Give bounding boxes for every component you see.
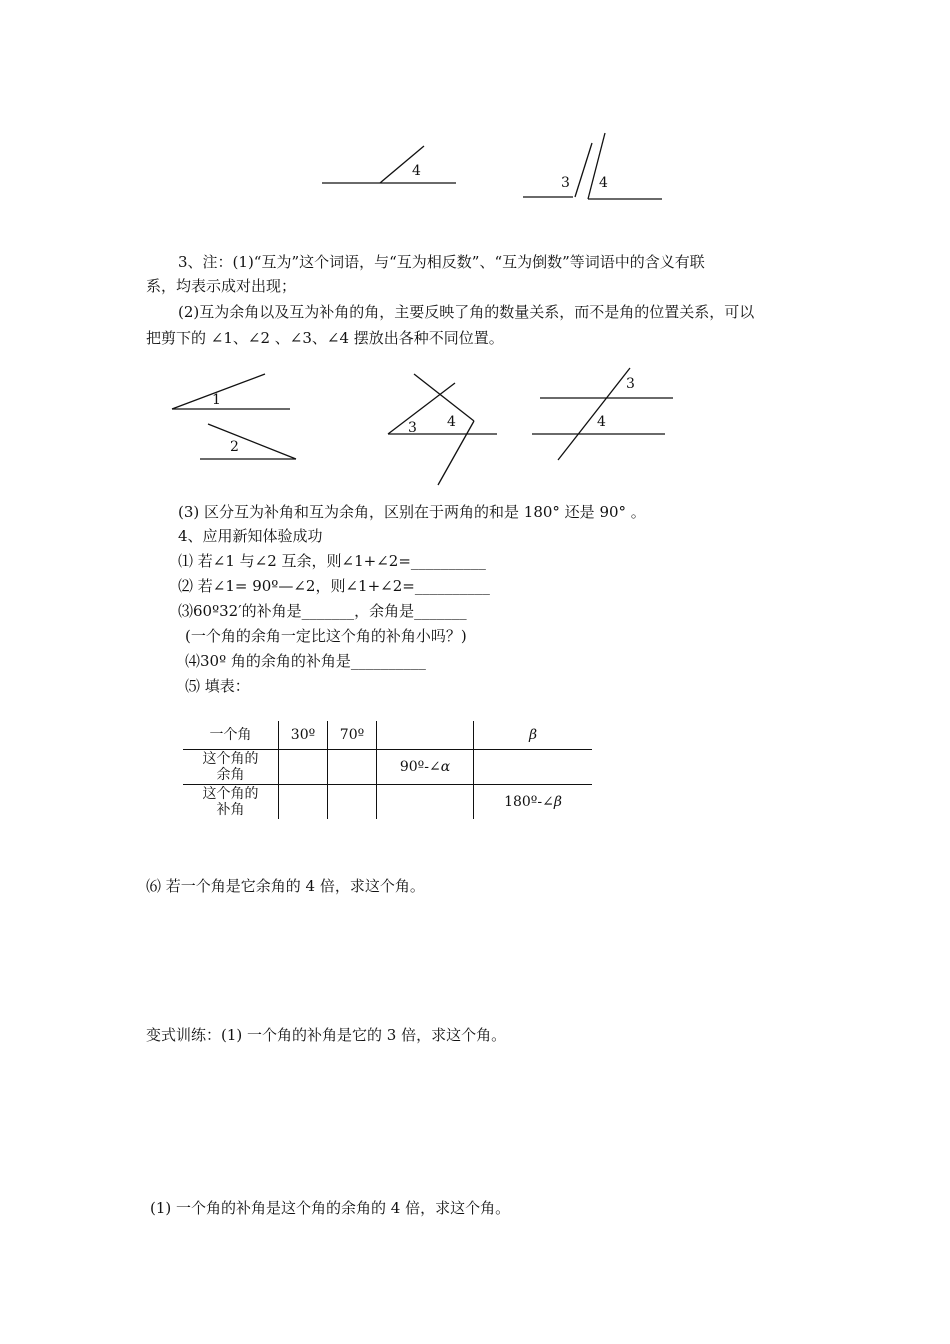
figure-angle-1 [172,374,290,409]
figure-label: 3 [408,420,417,436]
variant-exercise-2: (1) 一个角的补角是这个角的余角的 4 倍，求这个角。 [150,1199,511,1217]
cell-text: 180º-∠ [504,794,554,810]
question-3: ⑶60º32′的补角是_______，余角是_______ [178,602,467,620]
question-5: ⑸ 填表： [185,677,250,695]
question-2: ⑵ 若∠1= 90º—∠2，则∠1+∠2=__________ [178,577,490,595]
figure-label: 4 [597,414,606,430]
note-3-line-2: 系，均表示成对出现； [146,277,297,295]
row-label-line: 这个角的 [202,751,259,767]
cell-text: 90º-∠ [399,759,441,775]
figure-angle-2 [200,424,296,459]
figure-parallel-lines [532,368,673,460]
table-row-label [183,785,279,820]
note-3-2-line-2: 把剪下的 ∠1、∠2 、∠3、∠4 摆放出各种不同位置。 [146,329,504,347]
figure-label: 3 [626,376,635,392]
row-label-line: 这个角的 [202,786,259,802]
variant-exercise: 变式训练：(1) 一个角的补角是它的 3 倍，求这个角。 [146,1026,507,1044]
table-cell[interactable] [328,785,377,820]
table-header-cell: 70º [328,721,377,750]
figure-label: 4 [599,175,608,191]
table-cell[interactable] [279,750,328,785]
table-header-row [183,721,592,750]
table-cell[interactable] [377,785,474,820]
note-3-3: (3) 区分互为补角和互为余角，区别在于两角的和是 180° 还是 90° 。 [178,503,646,521]
row-label-line: 补角 [216,802,245,818]
table-cell[interactable] [474,750,593,785]
section-4-title: 4、应用新知体验成功 [178,527,323,545]
table-row-label [183,750,279,785]
figure-angle-4 [322,146,456,183]
figure-label: 3 [561,175,570,191]
row-label-line: 余角 [216,767,245,783]
figure-crossing-3-4 [388,374,497,485]
figure-label: 4 [447,414,456,430]
table-cell[interactable] [279,785,328,820]
note-3-2-line-1: (2)互为余角以及互为补角的角，主要反映了角的数量关系，而不是角的位置关系，可以 [178,303,755,321]
table-row [183,785,592,820]
table-header-cell: 一个角 [183,721,279,750]
table-cell [377,750,474,785]
question-3-hint: (一个角的余角一定比这个角的补角小吗？) [185,627,467,645]
table-header-cell: 30º [279,721,328,750]
table-cell [474,785,593,820]
question-1: ⑴ 若∠1 与∠2 互余，则∠1+∠2=__________ [178,552,486,570]
angle-table [183,721,592,819]
table-row [183,750,592,785]
figure-label: 4 [412,163,421,179]
question-4: ⑷30º 角的余角的补角是__________ [185,652,426,670]
question-6: ⑹ 若一个角是它余角的 4 倍，求这个角。 [146,877,425,895]
table-header-cell [377,721,474,750]
cell-symbol: β [553,794,562,810]
table-cell[interactable] [328,750,377,785]
note-3-line-1: 3、注：(1)“互为”这个词语，与“互为相反数”、“互为倒数”等词语中的含义有联 [178,253,705,271]
figure-label: 2 [230,439,239,455]
table-header-cell: β [474,721,593,750]
figure-label: 1 [212,392,221,408]
figure-angles-3-4 [523,133,662,199]
cell-symbol: α [440,759,451,775]
